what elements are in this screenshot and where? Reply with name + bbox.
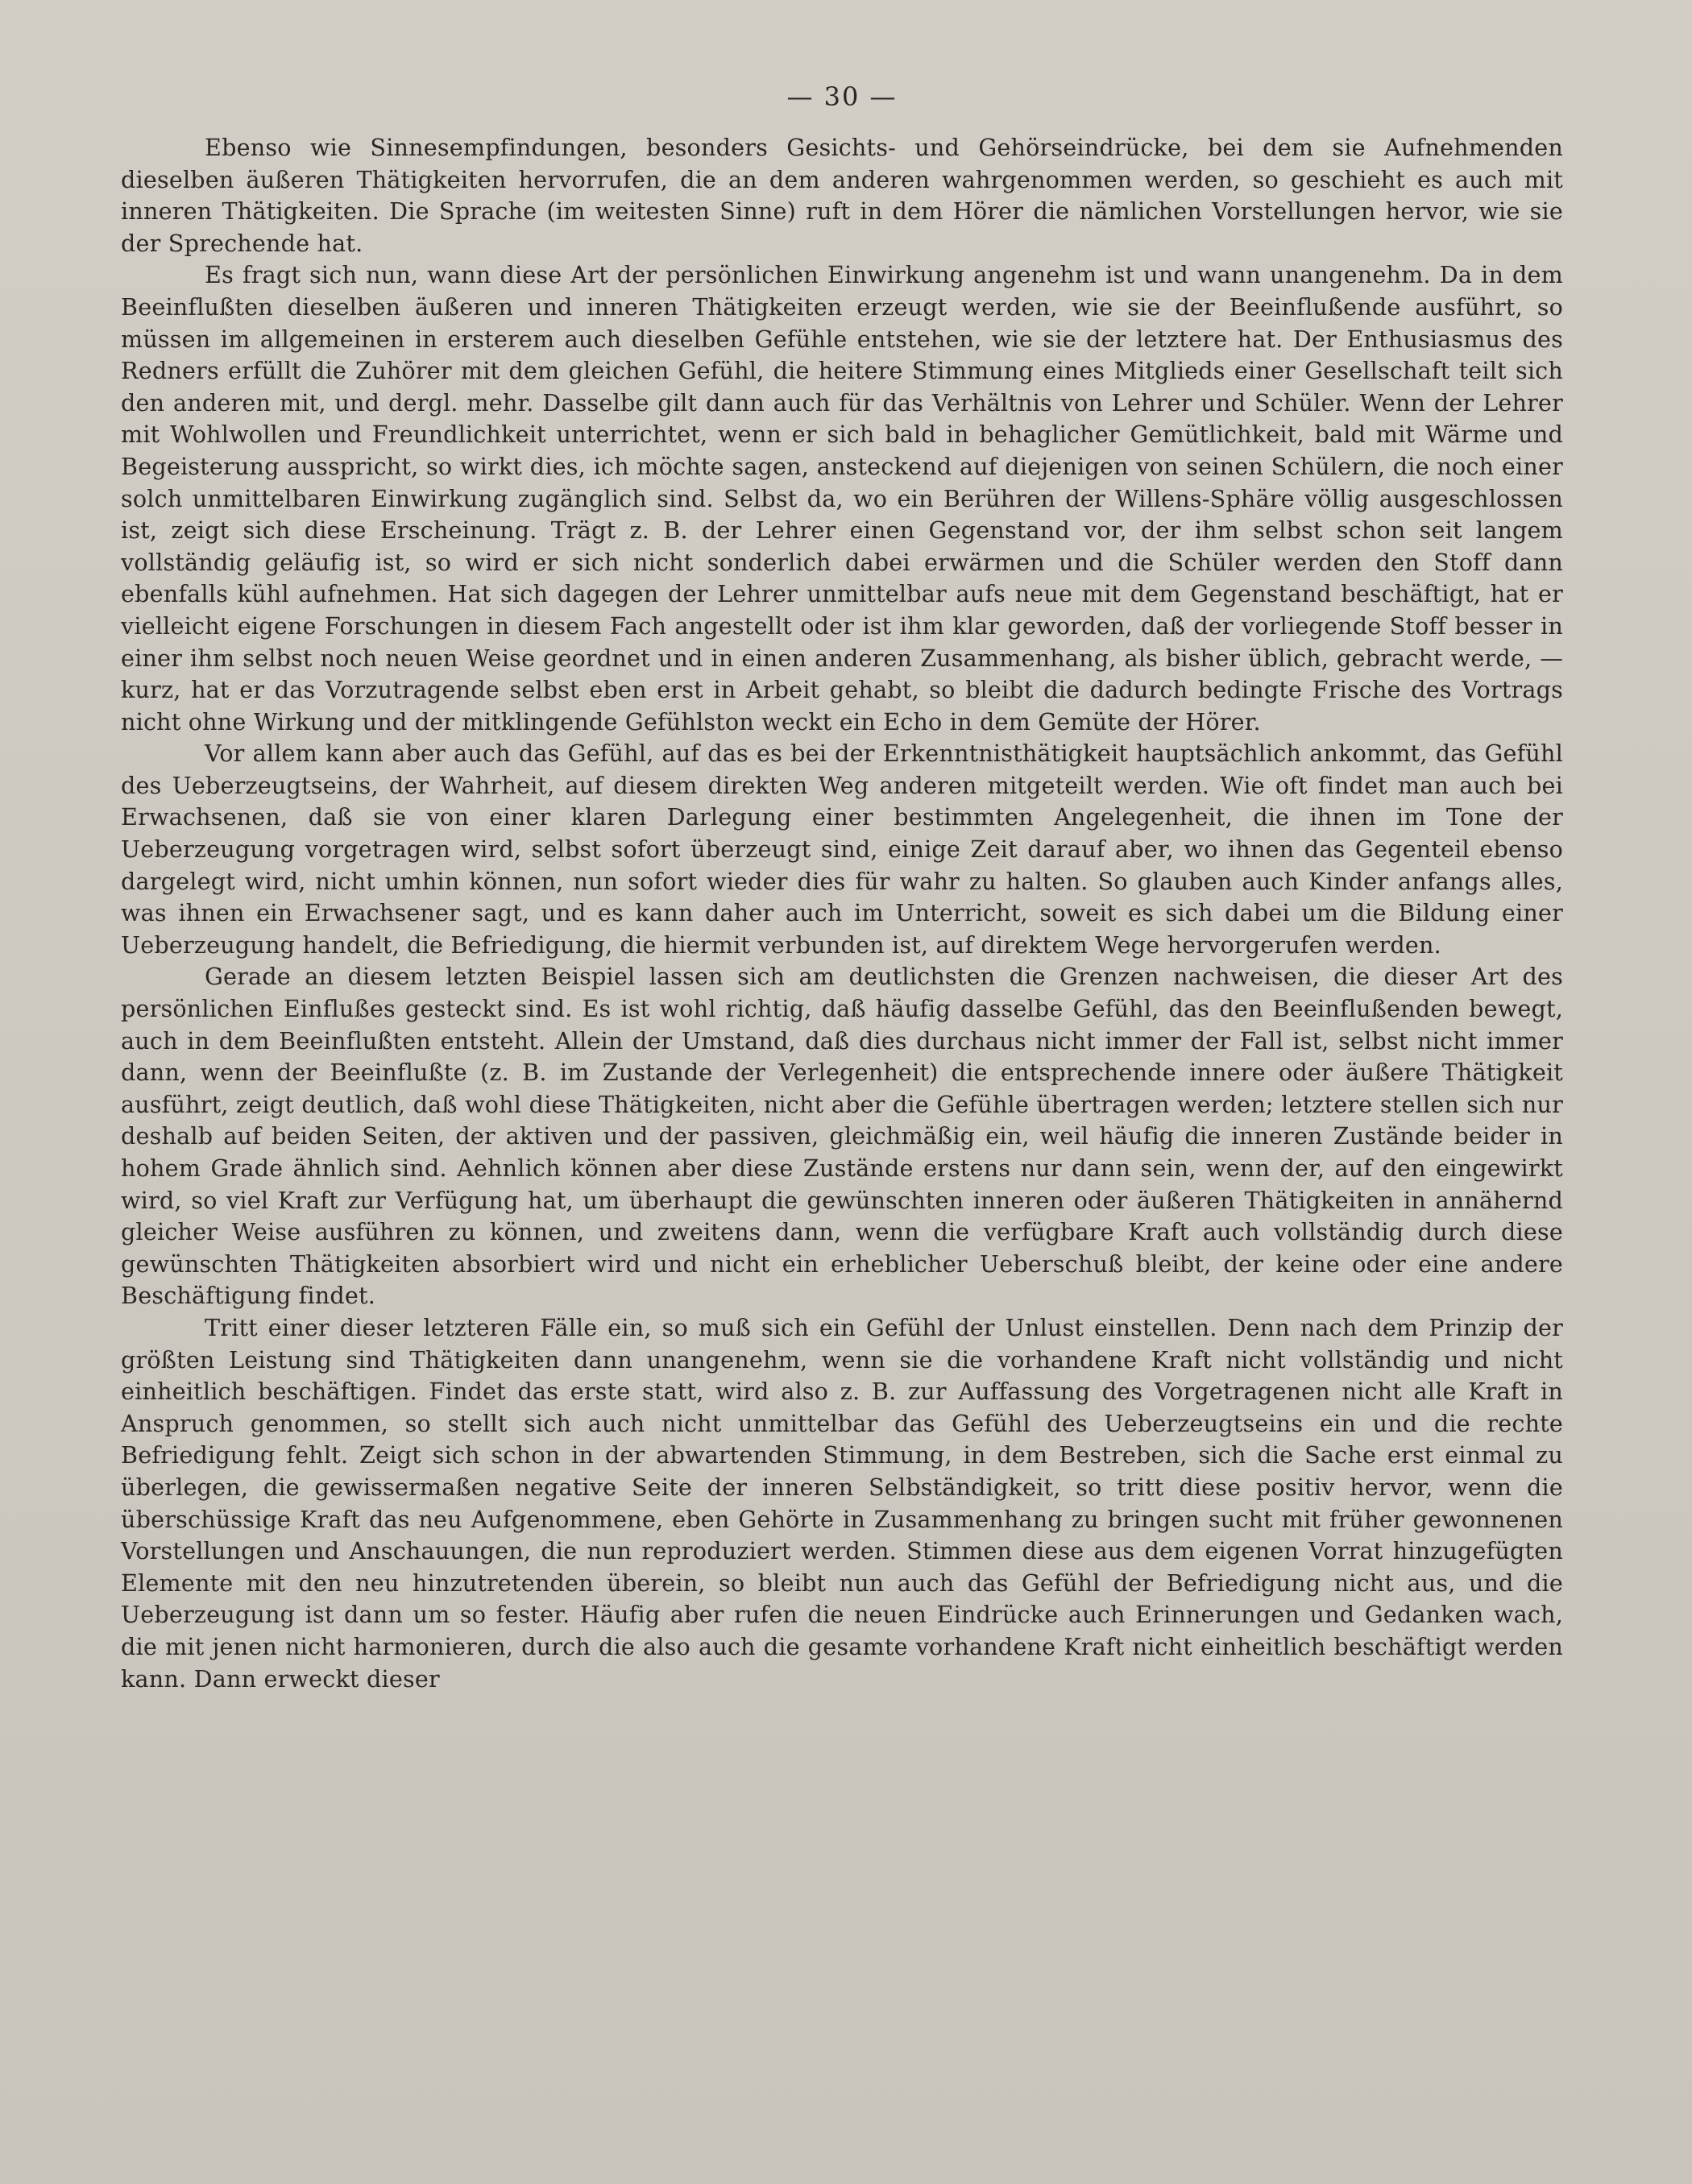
paragraph-4: Gerade an diesem letzten Beispiel lassen sich am deutlichsten die Grenzen nachweisen, die dieser Art des persönlichen Einflußes gesteckt sind. Es ist wohl richtig, daß häufig dasselbe Gefühl, das den Beeinflußenden bewegt, auch in dem Beeinflußten entsteht. Allein der Umstand, daß dies durchaus nicht immer der Fall ist, selbst nicht immer dann, wenn der Beeinflußte (z. B. im Zustande der Verlegenheit) die entsprechende innere oder äußere Thätigkeit ausführt, zeigt deutlich, daß wohl diese Thätigkeiten, nicht aber die Gefühle übertragen werden; letztere stellen sich nur deshalb auf beiden Seiten, der aktiven und der passiven, gleichmäßig ein, weil häufig die inneren Zustände beider in hohem Grade ähnlich sind. Aehnlich können aber diese Zustände erstens nur dann sein, wenn der, auf den eingewirkt wird, so viel Kraft zur Verfügung hat, um überhaupt die gewünschten inneren oder äußeren Thätigkeiten in annähernd gleicher Weise ausführen zu können, und zweitens dann, wenn die verfügbare Kraft auch vollständig durch diese gewünschten Thätigkeiten absorbiert wird und nicht ein erheblicher Ueberschuß bleibt, der keine oder eine andere Beschäftigung findet. [121, 963, 1563, 1310]
paragraph-3: Vor allem kann aber auch das Gefühl, auf das es bei der Erkenntnisthätigkeit hauptsächlich ankommt, das Gefühl des Ueberzeugtseins, der Wahrheit, auf diesem direkten Weg anderen mitgeteilt werden. Wie oft findet man auch bei Erwachsenen, daß sie von einer klaren Darlegung einer bestimmten Angelegenheit, die ihnen im Tone der Ueberzeugung vorgetragen wird, selbst sofort überzeugt sind, einige Zeit darauf aber, wo ihnen das Gegenteil ebenso dargelegt wird, nicht umhin können, nun sofort wieder dies für wahr zu halten. So glauben auch Kinder anfangs alles, was ihnen ein Erwachsener sagt, und es kann daher auch im Unterricht, soweit es sich dabei um die Bildung einer Ueberzeugung handelt, die Befriedigung, die hiermit verbunden ist, auf direktem Wege hervorgerufen werden. [121, 740, 1563, 959]
paragraph-5: Tritt einer dieser letzteren Fälle ein, so muß sich ein Gefühl der Unlust einstellen. Denn nach dem Prinzip der größten Leistung sind Thätigkeiten dann unangenehm, wenn sie die vorhandene Kraft nicht vollständig und nicht einheitlich beschäftigen. Findet das erste statt, wird also z. B. zur Auffassung des Vorgetragenen nicht alle Kraft in Anspruch genommen, so stellt sich auch nicht unmittelbar das Gefühl des Ueberzeugtseins ein und die rechte Befriedigung fehlt. Zeigt sich schon in der abwartenden Stimmung, in dem Bestreben, sich die Sache erst einmal zu überlegen, die gewissermaßen negative Seite der inneren Selbständigkeit, so tritt diese positiv hervor, wenn die überschüssige Kraft das neu Aufgenommene, eben Gehörte in Zusammenhang zu bringen sucht mit früher gewonnenen Vorstellungen und Anschauungen, die nun reproduziert werden. Stimmen diese aus dem eigenen Vorrat hinzugefügten Elemente mit den neu hinzutretenden überein, so bleibt nun auch das Gefühl der Befriedigung nicht aus, und die Ueberzeugung ist dann um so fester. Häufig aber rufen die neuen Eindrücke auch Erinnerungen und Gedanken wach, die mit jenen nicht harmonieren, durch die also auch die gesamte vorhandene Kraft nicht einheitlich beschäftigt werden kann. Dann erweckt dieser [121, 1313, 1563, 1693]
paragraph-1: Ebenso wie Sinnesempfindungen, besonders Gesichts- und Gehörseindrücke, bei dem sie Aufnehmenden dieselben äußeren Thätigkeiten hervorrufen, die an dem anderen wahrgenommen werden, so geschieht es auch mit inneren Thätigkeiten. Die Sprache (im weitesten Sinne) ruft in dem Hörer die nämlichen Vorstellungen hervor, wie sie der Sprechende hat. [121, 134, 1563, 257]
page-number: — 30 — [786, 81, 898, 112]
paragraph-2: Es fragt sich nun, wann diese Art der persönlichen Einwirkung angenehm ist und wann unangenehm. Da in dem Beeinflußten dieselben äußeren und inneren Thätigkeiten erzeugt werden, wie sie der Beeinflußende ausführt, so müssen im allgemeinen in ersterem auch dieselben Gefühle entstehen, wie sie der letztere hat. Der Enthusiasmus des Redners erfüllt die Zuhörer mit dem gleichen Gefühl, die heitere Stimmung eines Mitglieds einer Gesellschaft teilt sich den anderen mit, und dergl. mehr. Dasselbe gilt dann auch für das Verhältnis von Lehrer und Schüler. Wenn der Lehrer mit Wohlwollen und Freundlichkeit unterrichtet, wenn er sich bald in behaglicher Gemütlichkeit, bald mit Wärme und Begeisterung ausspricht, so wirkt dies, ich möchte sagen, ansteckend auf diejenigen von seinen Schülern, die noch einer solch unmittelbaren Einwirkung zugänglich sind. Selbst da, wo ein Berühren der Willens-Sphäre völlig ausgeschlossen ist, zeigt sich diese Erscheinung. Trägt z. B. der Lehrer einen Gegenstand vor, der ihm selbst schon seit langem vollständig geläufig ist, so wird er sich nicht sonderlich dabei erwärmen und die Schüler werden den Stoff dann ebenfalls kühl aufnehmen. Hat sich dagegen der Lehrer unmittelbar aufs neue mit dem Gegenstand beschäftigt, hat er vielleicht eigene Forschungen in diesem Fach angestellt oder ist ihm klar geworden, daß der vorliegende Stoff besser in einer ihm selbst noch neuen Weise geordnet und in einen anderen Zusammenhang, als bisher üblich, gebracht werde, — kurz, hat er das Vorzutragende selbst eben erst in Arbeit gehabt, so bleibt die dadurch bedingte Frische des Vortrags nicht ohne Wirkung und der mitklingende Gefühlston weckt ein Echo in dem Gemüte der Hörer. [121, 261, 1563, 736]
